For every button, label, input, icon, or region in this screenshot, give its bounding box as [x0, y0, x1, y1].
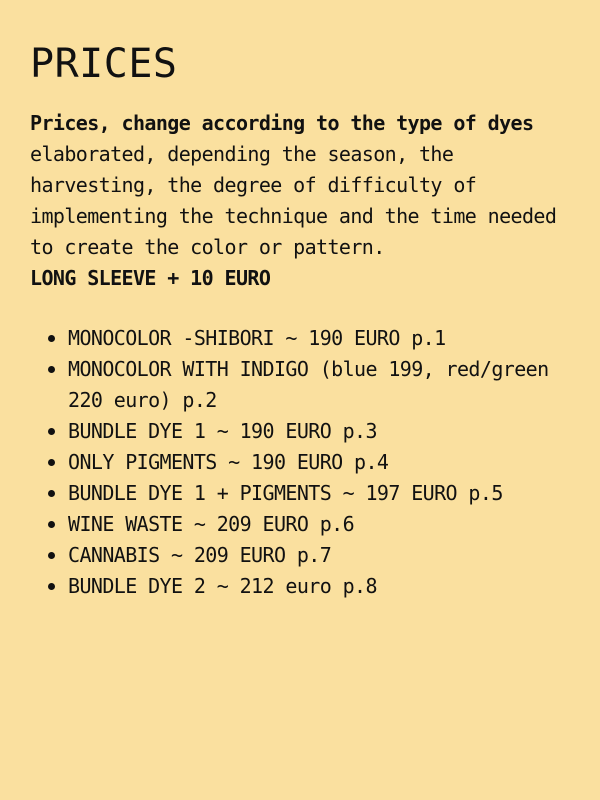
- intro-paragraph: [30, 108, 570, 294]
- price-item-wine-waste: WINE WASTE ~ 209 EURO p.6: [68, 509, 570, 540]
- price-item-monocolor-indigo: MONOCOLOR WITH INDIGO (blue 199, red/green 220 euro) p.2: [68, 354, 570, 416]
- intro-text: elaborated, depending the season, the harvesting, the degree of difficulty of implementing the technique and the time needed to create the color or pattern.: [30, 142, 557, 259]
- price-item-monocolor-shibori: MONOCOLOR -SHIBORI ~ 190 EURO p.1: [68, 323, 570, 354]
- page-title: PRICES: [30, 41, 178, 87]
- long-sleeve-note: LONG SLEEVE + 10 EURO: [30, 266, 271, 290]
- price-item-cannabis: CANNABIS ~ 209 EURO p.7: [68, 540, 570, 571]
- price-list: [30, 323, 570, 602]
- price-item-bundle-dye-2: BUNDLE DYE 2 ~ 212 euro p.8: [68, 571, 570, 602]
- intro-bold-lead: Prices, change according to the type of dyes: [30, 111, 534, 135]
- price-item-only-pigments: ONLY PIGMENTS ~ 190 EURO p.4: [68, 447, 570, 478]
- price-item-bundle-dye-1-pigments: BUNDLE DYE 1 + PIGMENTS ~ 197 EURO p.5: [68, 478, 570, 509]
- price-item-bundle-dye-1: BUNDLE DYE 1 ~ 190 EURO p.3: [68, 416, 570, 447]
